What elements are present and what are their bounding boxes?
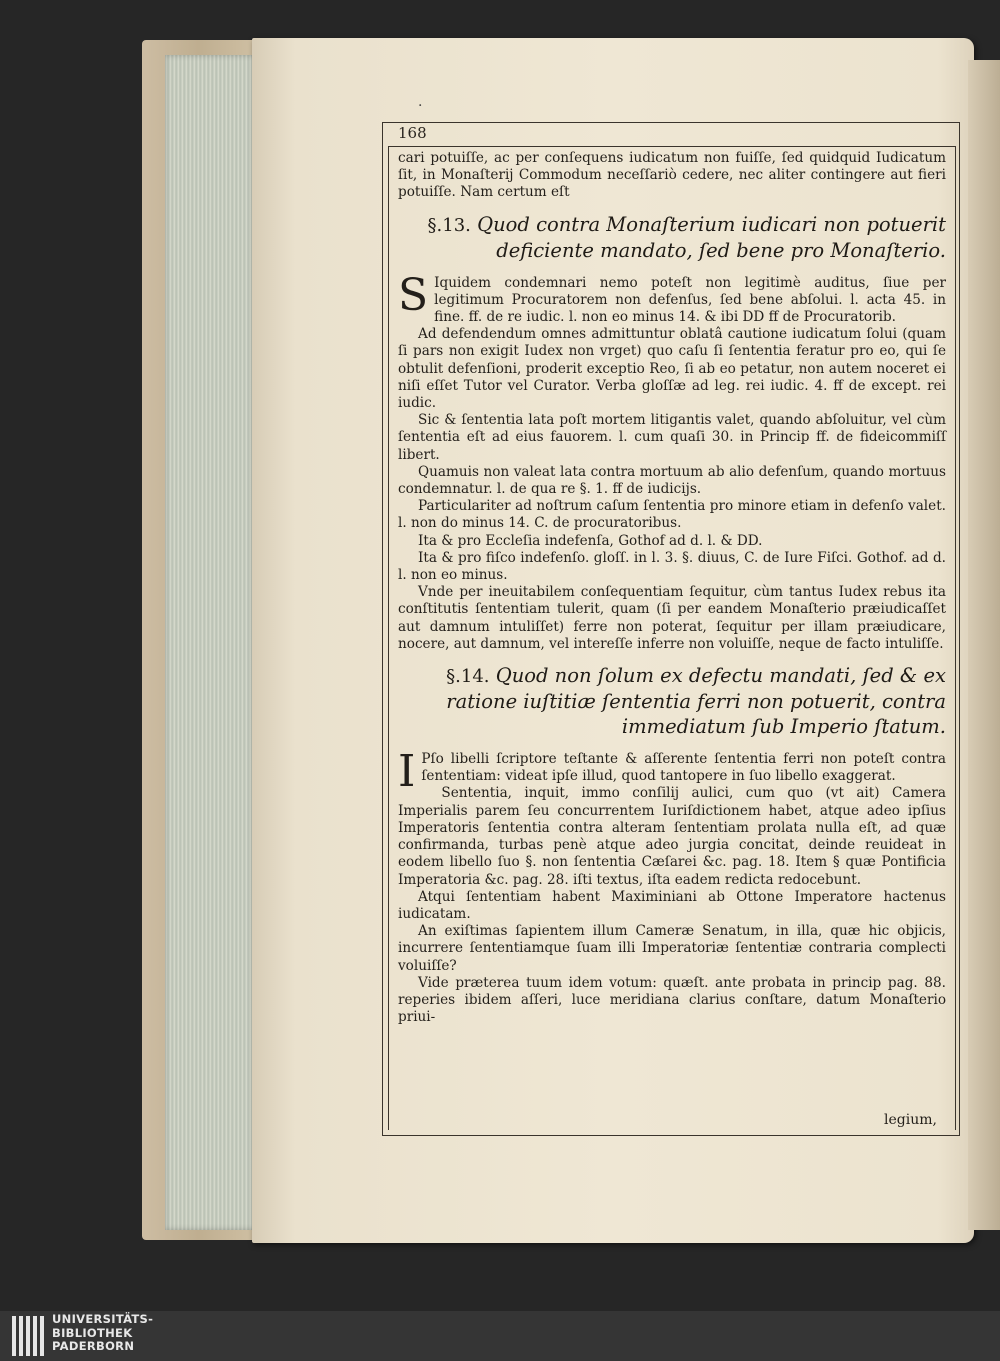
paragraph: Ita & pro fiſco indefenſo. gloſſ. in l. 3. §. diuus, C. de Iure Fiſci. Gothof. ad d. l. non eo minus. (398, 549, 946, 584)
section-number: §.13. (427, 214, 471, 236)
paragraph: An exiſtimas ſapientem illum Cameræ Senatum, in illa, quæ hic objicis, incurrere ſententiamque ſuam illi Imperatoriæ ſententiæ contraria complecti voluiſſe? (398, 923, 946, 974)
paragraph: Sic & ſententia lata poſt mortem litigantis valet, quando abſoluitur, vel cùm ſententia eſt ad eius fauorem. l. cum quaſi 30. in Princip ff. de fideicommiſſ libert. (398, 412, 946, 463)
catchword: legium, (884, 1112, 937, 1128)
paragraph: Sententia, inquit, immo conſilij aulici, cum quo (vt ait) Camera Imperialis parem ſeu concurrentem Iuriſdictionem habet, atque adeo ipſius Imperatoris ſententia contra alteram ſententiam prolata nulla eſt, ad quæ confirmanda, turbas penè atque adeo jurgia concitat, deinde reuideat in eodem libello ſuo §. non ſententia Cæſarei &c. pag. 18. Item § quæ Pontificia Imperatoria &c. pag. 28. iſti textus, iſta eadem redicta redocebunt. (398, 785, 946, 888)
section-heading-14 (398, 663, 946, 739)
paragraph: I Pſo libelli ſcriptore teſtante & aſſerente ſententia ferri non poteſt contra ſententiam: videat ipſe illud, quod tantopere in ſuo libello exaggerat. (398, 746, 946, 798)
drop-cap: S (398, 269, 429, 321)
paragraph: Ita & pro Eccleſia indefenſa, Gothof ad d. l. & DD. (418, 532, 763, 549)
paragraph: Quamuis non valeat lata contra mortuum ab alio defenſum, quando mortuus condemnatur. l. de qua re §. 1. ff de iudicijs. (398, 463, 946, 498)
paragraph: Particulariter ad noſtrum caſum ſententia pro minore etiam in defenſo valet. l. non do minus 14. C. de procuratoribus. (398, 498, 946, 532)
section-heading-13 (398, 212, 946, 263)
paragraph: S Iquidem condemnari nemo poteſt non legitimè auditus, ſiue per legitimum Procuratorem non defenſus, ſed bene abſolui. l. acta 45. in fine. ff. de re iudic. l. non eo minus 14. & ibi DD ff de Procuratorib. (398, 269, 946, 326)
paragraph: Vnde per ineuitabilem conſequentiam ſequitur, cùm tantus Iudex rebus ita conſtitutis ſententiam tulerit, quam (ſi per eandem Monaſterio præiudicaſſet aut damnum intuliſſet) ferre non poterat, ſequitur per illam præiudicare, nocere, aut damnum, vel intereſſe inferre non voluiſſe, neque de facto intuliſſe. (398, 584, 946, 652)
paragraph: Vide præterea tuum idem votum: quæſt. ante probata in princip pag. 88. reperies ibidem aſſeri, luce meridiana clarius conſtare, datum Monaſterio priui- (398, 974, 946, 1026)
library-name: UNIVERSITÄTS- BIBLIOTHEK PADERBORN (52, 1312, 154, 1353)
paragraph: Ad defendendum omnes admittuntur oblatâ cautione iudicatum ſolui (quam ſi pars non exigit Iudex non vrget) quo caſu ſi ſententia feratur pro eo, qui ſe obtulit defenſioni, proderit exceptio Reo, ſi ab eo petatur, non autem noceret ei niſi eſſet Tutor vel Curator. Verba gloſſæ ad leg. rei iudic. 4. ff de except. rei iudic. (398, 326, 946, 412)
section-number: §.14. (446, 666, 490, 688)
paragraph-continuation: cari potuiſſe, ac per conſequens iudicatum non fuiſſe, ſed quidquid Iudicatum ſit, in Monaſterij Commodum neceſſariò cedere, nec aliter contingere aut fieri potuiſſe. Nam certum eſt (398, 150, 946, 201)
page-edges (165, 55, 260, 1230)
drop-cap: I (398, 746, 416, 798)
header-rule (388, 146, 955, 147)
section-title: Quod non ſolum ex defectu mandati, ſed & ex ratione iuſtitiæ ſententia ferri non potuerit, contra immediatum ſub Imperio ſtatum. (446, 664, 946, 739)
page-text (398, 150, 946, 1026)
ink-speck: · (418, 98, 423, 114)
library-logo-icon (12, 1316, 44, 1356)
page-right-edge (968, 60, 1000, 1230)
paragraph: Atqui ſententiam habent Maximiniani ab Ottone Imperatore hactenus iudicatam. (398, 888, 946, 922)
page-number: 168 (398, 124, 427, 142)
section-title: Quod contra Monaſterium iudicari non potuerit deficiente mandato, ſed bene pro Monaſterio. (477, 212, 946, 262)
